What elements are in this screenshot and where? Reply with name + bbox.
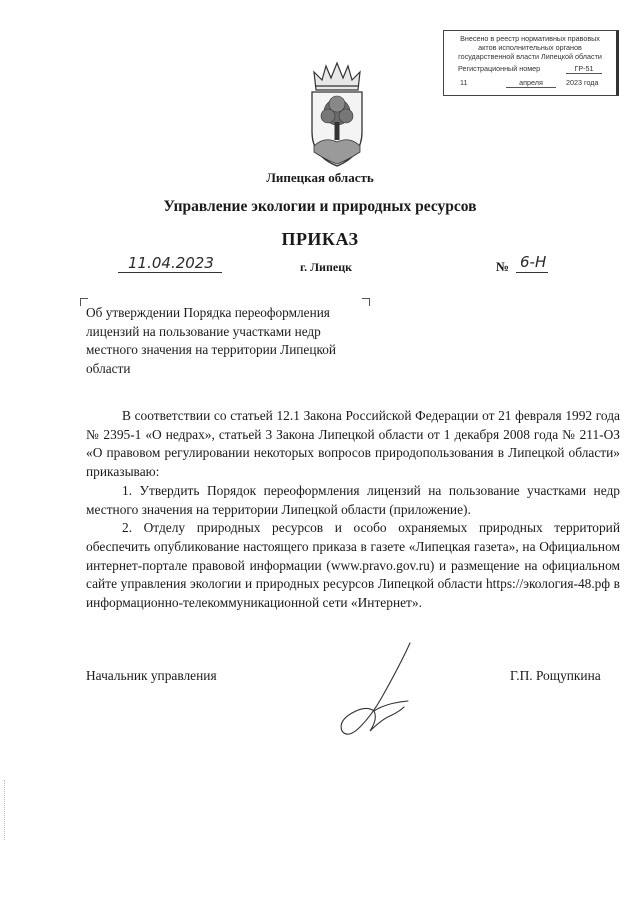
- signatory-name: Г.П. Рощупкина: [510, 668, 601, 683]
- stamp-line-2: актов исполнительных органов: [478, 43, 582, 52]
- coat-of-arms-emblem: [298, 60, 376, 170]
- stamp-day: 11: [460, 78, 468, 87]
- city: г. Липецк: [300, 260, 353, 274]
- number-sign: №: [496, 259, 510, 274]
- signatory-title: Начальник управления: [86, 668, 217, 683]
- region-name: Липецкая область: [266, 170, 374, 185]
- stamp-reg-label: Регистрационный номер: [458, 64, 541, 73]
- stamp-line-1: Внесено в реестр нормативных правовых: [460, 34, 600, 43]
- handwritten-signature: [330, 635, 430, 745]
- body-paragraph-3: 2. Отделу природных ресурсов и особо охраняемых природных территорий обеспечить опубликование настоящего приказа в газете «Липецкая газета», на Официальном интернет-портале правовой информации (www.pravo.gov.ru) и размещение на официальном сайте управления экологии и природных ресурсов Липецкой области https://экология-48.рф в информационно-телекоммуникационной сети «Интернет».: [86, 520, 620, 611]
- date-underline: [118, 272, 222, 273]
- body-paragraph-2: 1. Утвердить Порядок переоформления лицензий на пользование участками недр местного значения на территории Липецкой области (приложение).: [86, 482, 620, 517]
- stamp-year: 2023 года: [566, 78, 599, 87]
- document-type: ПРИКАЗ: [281, 229, 359, 249]
- order-body: [86, 407, 620, 613]
- order-date: 11.04.2023: [128, 254, 214, 272]
- department-name: Управление экологии и природных ресурсов: [163, 198, 477, 215]
- registration-stamp: [443, 30, 619, 96]
- order-number: 6-Н: [520, 253, 547, 271]
- stamp-reg-number: ГР-51: [566, 64, 602, 74]
- order-subject: Об утверждении Порядка переоформления лицензий на пользование участками недр местного значения на территории Липецкой области: [86, 305, 336, 376]
- stamp-month: апреля: [506, 78, 556, 88]
- scan-edge-marks: [4, 780, 7, 840]
- body-paragraph-1: В соответствии со статьей 12.1 Закона Российской Федерации от 21 февраля 1992 года № 2395-1 «О недрах», статьей 3 Закона Липецкой области от 1 декабря 2008 года № 211-ОЗ «О правовом регулировании некоторых вопросов природопользования в Липецкой области» приказываю:: [86, 408, 620, 480]
- stamp-line-3: государственной власти Липецкой области: [458, 52, 602, 61]
- number-underline: [516, 272, 548, 273]
